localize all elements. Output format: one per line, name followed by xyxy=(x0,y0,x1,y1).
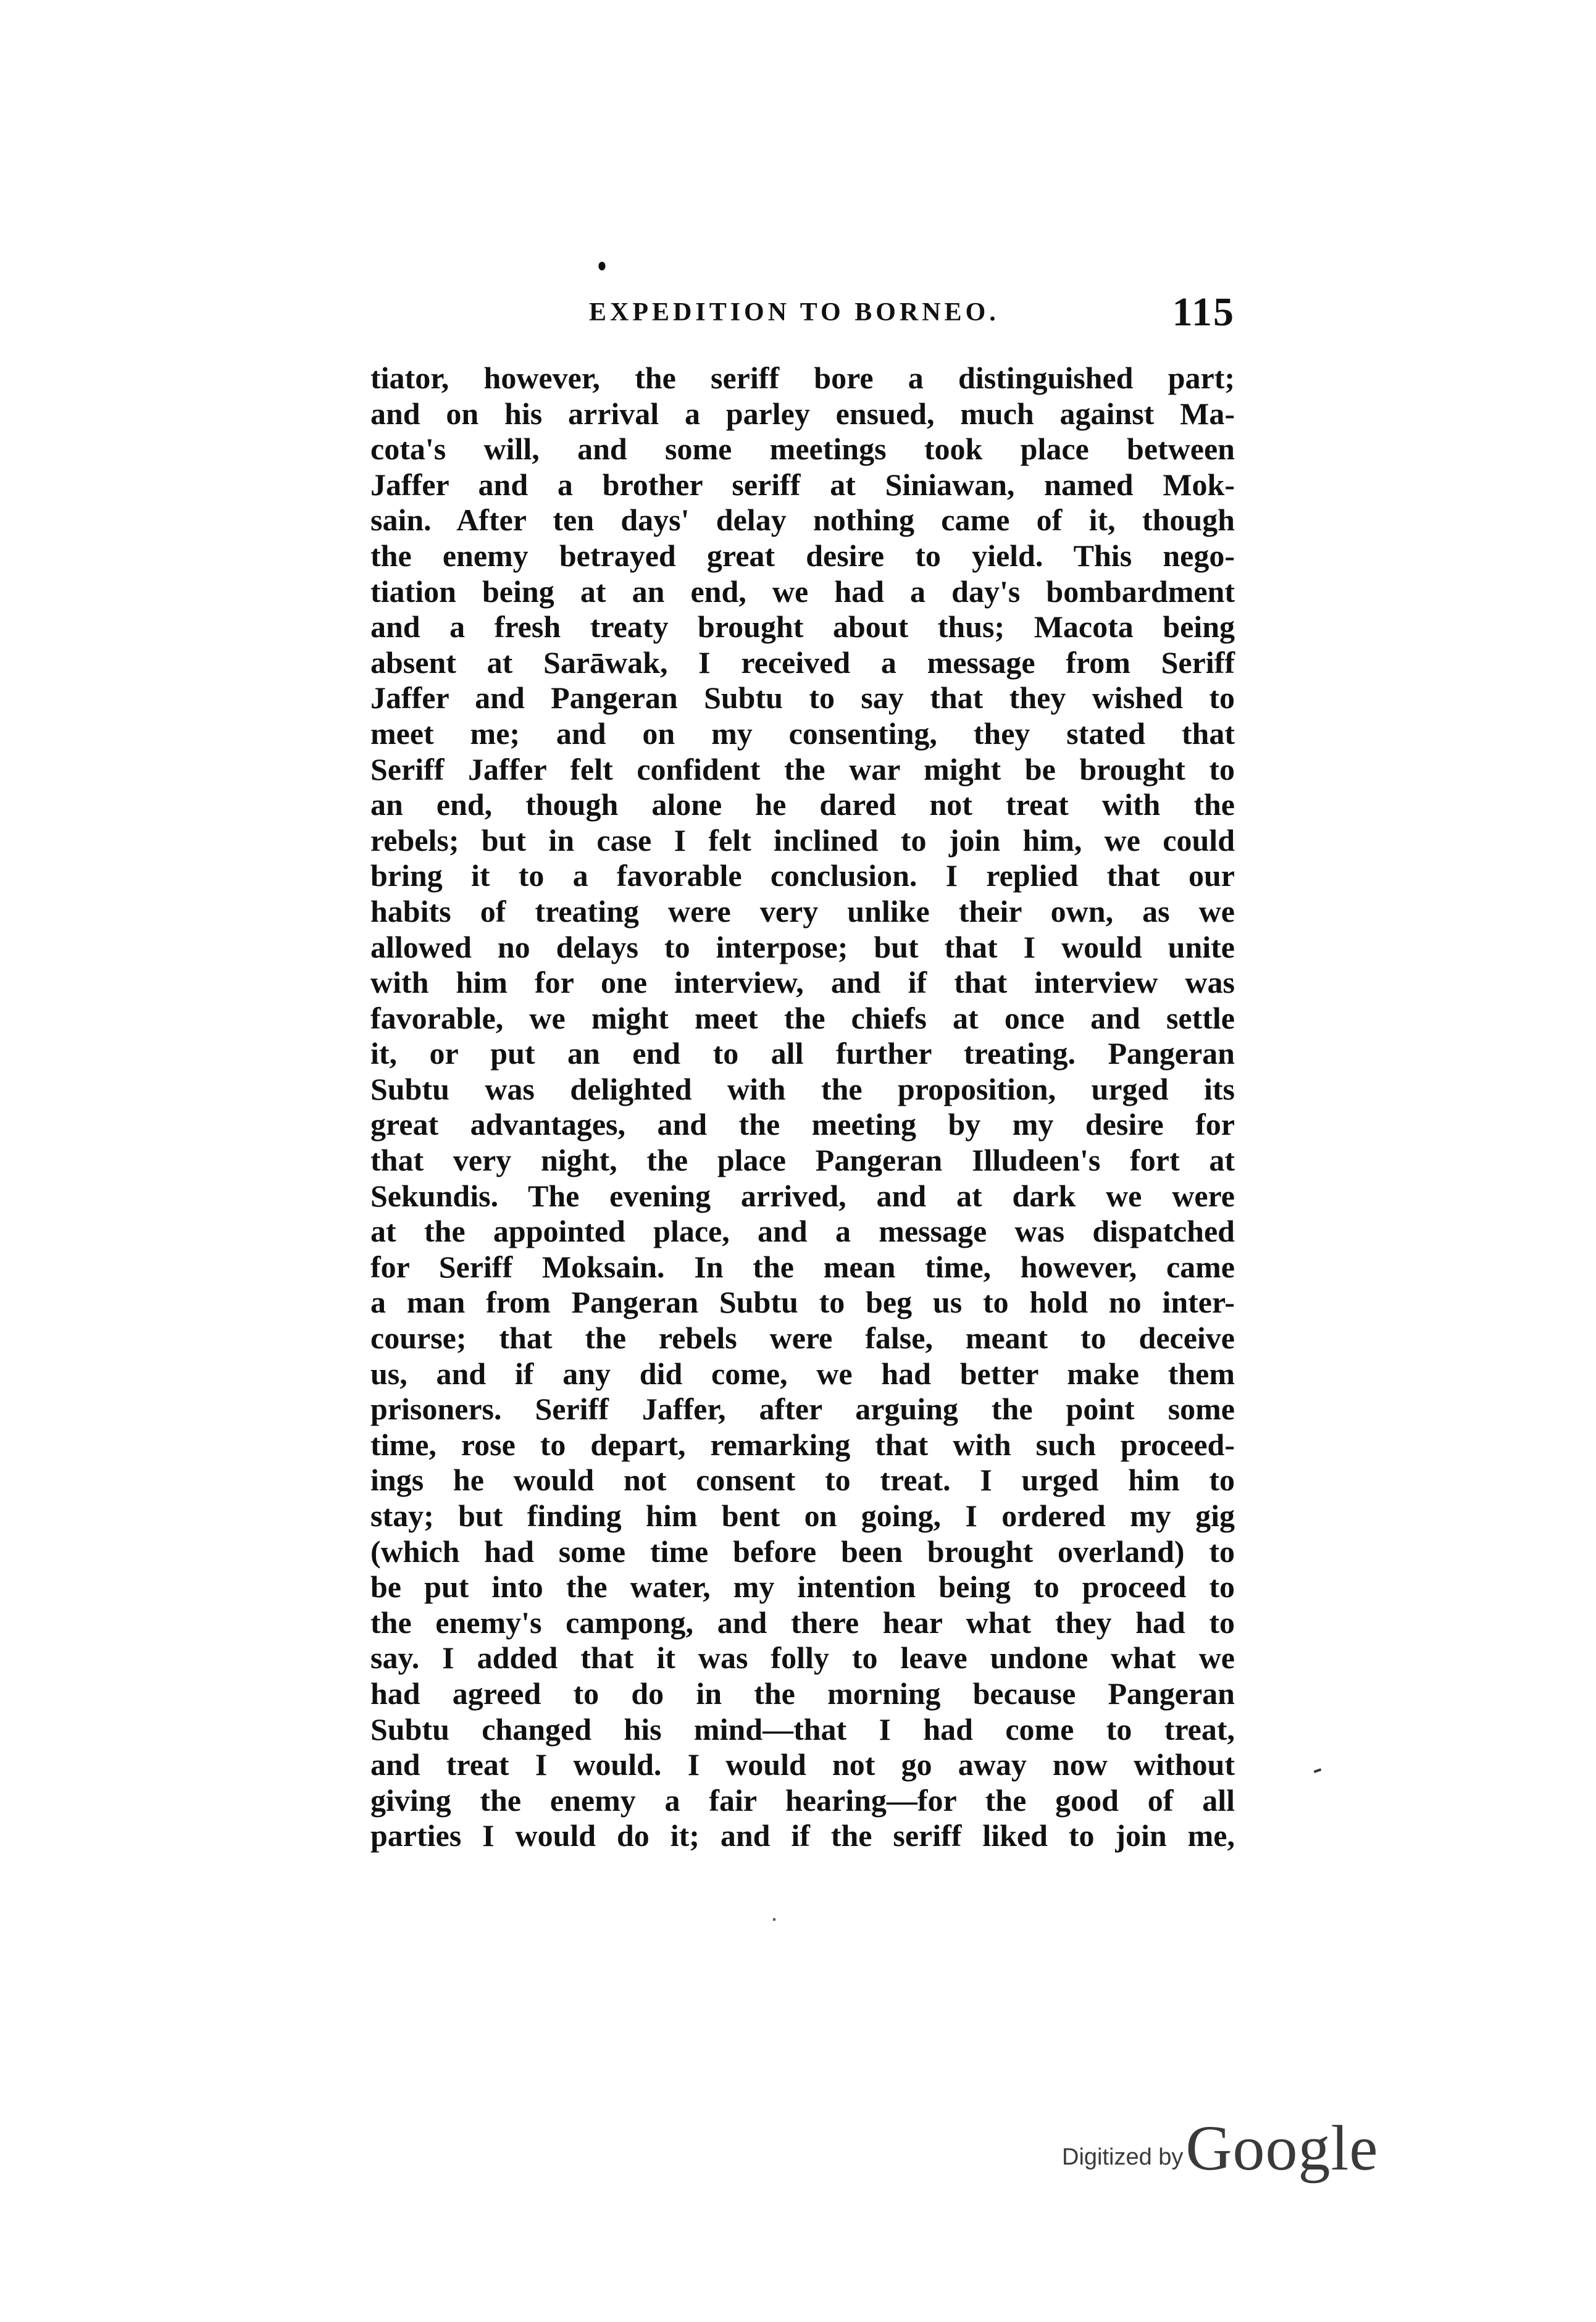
digitized-by-google-watermark xyxy=(1062,2111,1379,2185)
text-line: tiator, however, the seriff bore a distinguished part; xyxy=(370,361,1235,395)
text-line: us, and if any did come, we had better make them xyxy=(370,1356,1235,1391)
text-line: Jaffer and Pangeran Subtu to say that they wished to xyxy=(370,680,1235,716)
ink-speck xyxy=(598,261,606,272)
text-line: Sekundis. The evening arrived, and at dark we were xyxy=(370,1178,1235,1213)
text-line: stay; but finding him bent on going, I ordered my gig xyxy=(370,1498,1235,1533)
text-line: an end, though alone he dared not treat with the xyxy=(370,787,1235,822)
text-line: giving the enemy a fair hearing—for the good of all xyxy=(370,1782,1235,1818)
text-line: say. I added that it was folly to leave undone what we xyxy=(370,1640,1235,1676)
text-line: parties I would do it; and if the seriff liked to join me, xyxy=(370,1818,1235,1853)
text-line: great advantages, and the meeting by my desire for xyxy=(370,1107,1235,1142)
text-line: bring it to a favorable conclusion. I replied that our xyxy=(370,858,1235,893)
digitized-by-label: Digitized by xyxy=(1062,2144,1184,2170)
ink-dot xyxy=(773,1918,775,1921)
text-line: at the appointed place, and a message was dispatched xyxy=(370,1214,1235,1249)
text-line: the enemy's campong, and there hear what they had to xyxy=(370,1605,1235,1640)
text-line: habits of treating were very unlike their own, as we xyxy=(370,893,1235,929)
page-number: 115 xyxy=(1172,290,1235,335)
text-line: Jaffer and a brother seriff at Siniawan, named Mok- xyxy=(370,467,1235,502)
text-line: (which had some time before been brought overland) to xyxy=(370,1534,1235,1569)
text-line: a man from Pangeran Subtu to beg us to hold no inter- xyxy=(370,1285,1235,1320)
text-line: that very night, the place Pangeran Illudeen's fort at xyxy=(370,1143,1235,1178)
text-line: and on his arrival a parley ensued, much against Ma- xyxy=(370,396,1235,431)
text-line: absent at Sarāwak, I received a message from Seriff xyxy=(370,645,1235,680)
text-line: with him for one interview, and if that interview was xyxy=(370,965,1235,1000)
text-line: be put into the water, my intention being to proceed to xyxy=(370,1569,1235,1605)
text-line: had agreed to do in the morning because Pangeran xyxy=(370,1676,1235,1711)
text-line: time, rose to depart, remarking that with such proceed- xyxy=(370,1427,1235,1462)
text-line: and a fresh treaty brought about thus; Macota being xyxy=(370,609,1235,645)
text-line: Seriff Jaffer felt confident the war might be brought to xyxy=(370,751,1235,787)
text-line: ings he would not consent to treat. I urged him to xyxy=(370,1463,1235,1498)
text-line: and treat I would. I would not go away now without xyxy=(370,1747,1235,1782)
running-header xyxy=(370,290,1235,342)
text-line: meet me; and on my consenting, they stated that xyxy=(370,716,1235,751)
text-line: cota's will, and some meetings took place between xyxy=(370,432,1235,467)
text-line: favorable, we might meet the chiefs at once and settle xyxy=(370,1000,1235,1035)
text-line: Subtu was delighted with the proposition, urged its xyxy=(370,1071,1235,1106)
text-line: it, or put an end to all further treating. Pangeran xyxy=(370,1036,1235,1071)
text-line: rebels; but in case I felt inclined to join him, we could xyxy=(370,822,1235,858)
text-line: the enemy betrayed great desire to yield. This nego- xyxy=(370,538,1235,573)
running-title: EXPEDITION TO BORNEO. xyxy=(589,298,1000,327)
text-line: sain. After ten days' delay nothing came of it, though xyxy=(370,503,1235,538)
text-line: course; that the rebels were false, meant to deceive xyxy=(370,1321,1235,1356)
text-line: allowed no delays to interpose; but that I would unite xyxy=(370,929,1235,964)
margin-mark xyxy=(1314,1768,1322,1773)
text-line: Subtu changed his mind—that I had come to treat, xyxy=(370,1711,1235,1747)
text-line: prisoners. Seriff Jaffer, after arguing the point some xyxy=(370,1392,1235,1427)
body-text xyxy=(370,361,1235,1854)
text-line: tiation being at an end, we had a day's bombardment xyxy=(370,574,1235,609)
text-line: for Seriff Moksain. In the mean time, however, came xyxy=(370,1249,1235,1284)
google-logo: Google xyxy=(1185,2113,1379,2184)
